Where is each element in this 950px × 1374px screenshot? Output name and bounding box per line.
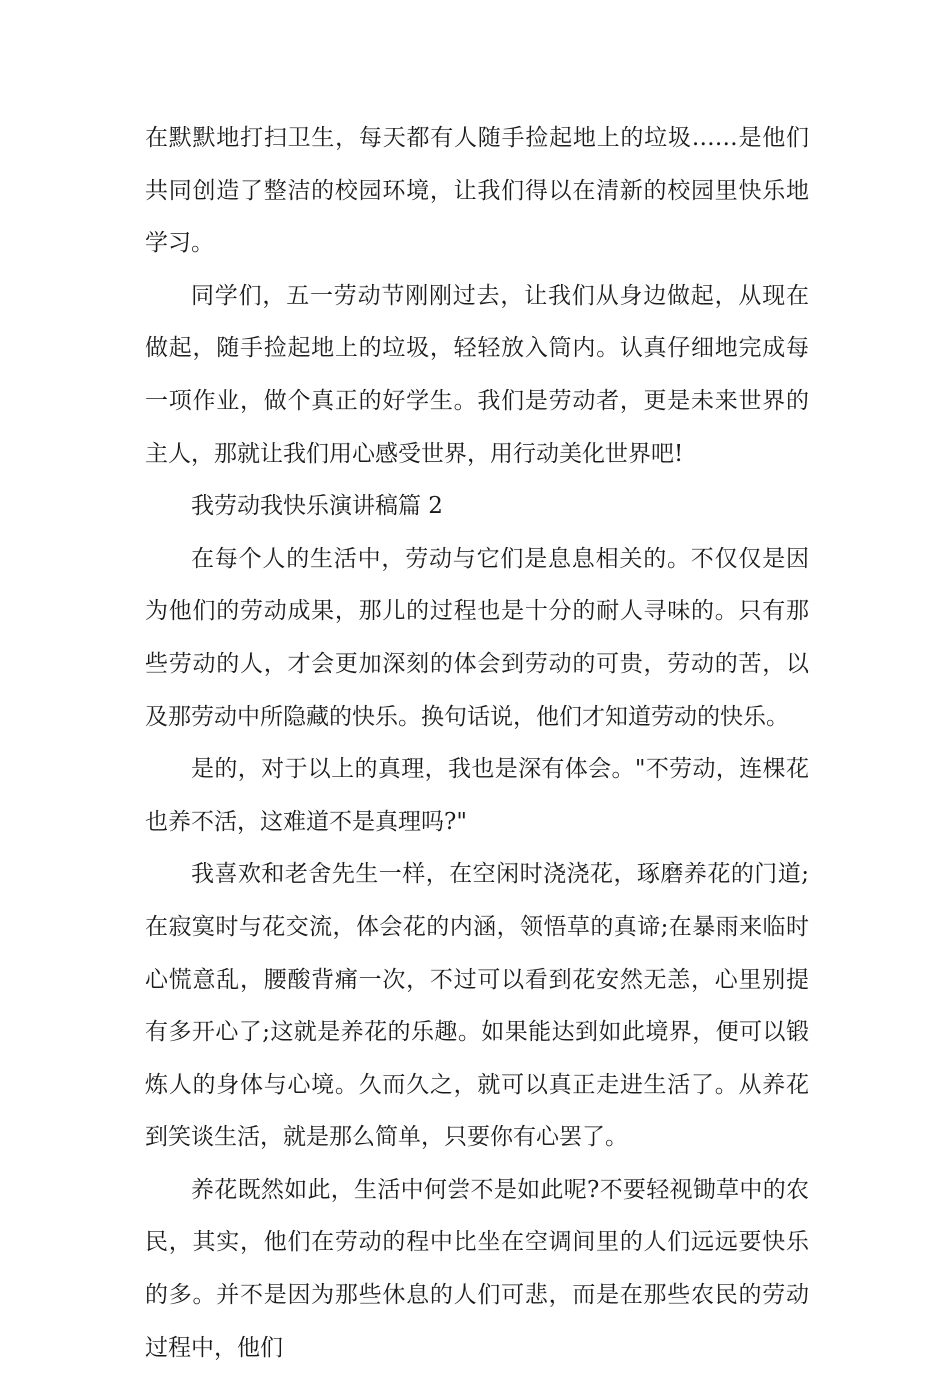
document-body [145, 112, 809, 1374]
paragraph-6: 养花既然如此，生活中何尝不是如此呢?不要轻视锄草中的农民，其实，他们在劳动的程中比坐在空调间里的人们远远要快乐的多。并不是因为那些休息的人们可悲，而是在那些农民的劳动过程中，他们 [145, 1176, 809, 1361]
paragraph-2: 同学们，五一劳动节刚刚过去，让我们从身边做起，从现在做起，随手捡起地上的垃圾，轻轻放入筒内。认真仔细地完成每一项作业，做个真正的好学生。我们是劳动者，更是未来世界的主人，那就让我们用心感受世界，用行动美化世界吧! [145, 282, 809, 467]
paragraph-5: 我喜欢和老舍先生一样，在空闲时浇浇花，琢磨养花的门道;在寂寞时与花交流，体会花的内涵，领悟草的真谛;在暴雨来临时心慌意乱，腰酸背痛一次，不过可以看到花安然无恙，心里别提有多开心了;这就是养花的乐趣。如果能达到如此境界，便可以锻炼人的身体与心境。久而久之，就可以真正走进生活了。从养花到笑谈生活，就是那么简单，只要你有心罢了。 [145, 861, 809, 1151]
section-heading: 我劳动我快乐演讲稿篇 2 [191, 493, 443, 520]
paragraph-3: 在每个人的生活中，劳动与它们是息息相关的。不仅仅是因为他们的劳动成果，那儿的过程也是十分的耐人寻味的。只有那些劳动的人，才会更加深刻的体会到劳动的可贵，劳动的苦，以及那劳动中所隐藏的快乐。换句话说，他们才知道劳动的快乐。 [145, 545, 809, 730]
paragraph-1: 在默默地打扫卫生，每天都有人随手捡起地上的垃圾……是他们共同创造了整洁的校园环境，让我们得以在清新的校园里快乐地学习。 [145, 125, 809, 257]
paragraph-4: 是的，对于以上的真理，我也是深有体会。"不劳动，连棵花也养不活，这难道不是真理吗?" [145, 756, 809, 835]
